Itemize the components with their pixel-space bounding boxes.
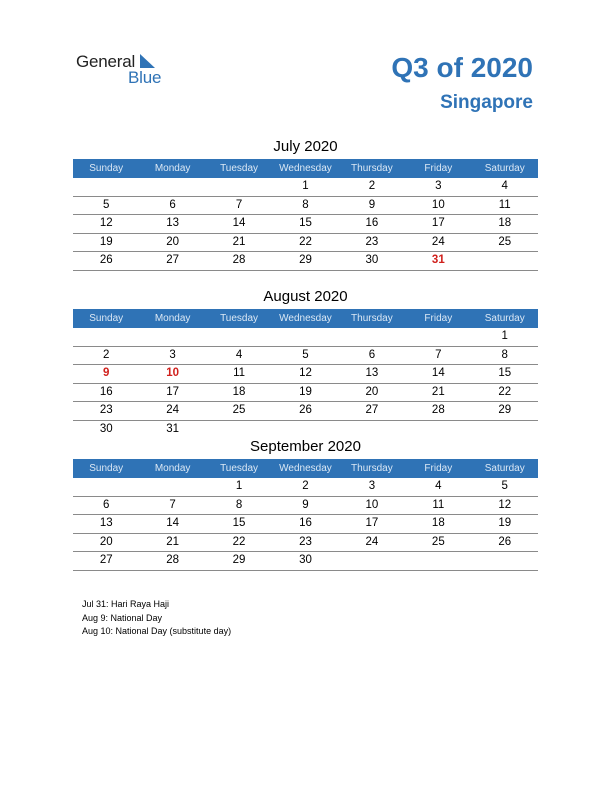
week-row (73, 197, 538, 216)
weekday-label: Wednesday (279, 313, 332, 324)
holiday-note: Jul 31: Hari Raya Haji (82, 599, 170, 609)
holiday-note: Aug 9: National Day (82, 612, 163, 623)
day-cell (405, 552, 471, 570)
day-cell: 18 (431, 517, 445, 529)
week-row (73, 365, 538, 384)
weekday-label: Wednesday (279, 163, 332, 174)
week-row (73, 215, 538, 234)
day-cell: 24 (166, 404, 180, 416)
page-title: Q3 of 2020 (391, 52, 533, 83)
weekday-label: Thursday (351, 463, 393, 474)
weekday-label: Wednesday (279, 463, 332, 474)
day-cell: 5 (302, 348, 309, 361)
day-cell: 17 (166, 385, 180, 398)
day-cell: 17 (365, 517, 379, 529)
day-cell: 20 (99, 535, 113, 548)
weekday-label: Monday (154, 463, 191, 474)
triangle-logo-icon (140, 54, 155, 68)
logo-text-blue: Blue (128, 68, 162, 87)
day-cell: 23 (365, 235, 379, 248)
holiday-notes (82, 598, 231, 639)
weekday-label: Sunday (89, 463, 124, 474)
day-cell (472, 552, 538, 570)
day-cell: 28 (232, 254, 246, 266)
day-cell: 24 (365, 535, 379, 548)
weekday-label: Friday (424, 313, 453, 324)
week-row (73, 234, 538, 253)
day-cell: 29 (299, 254, 312, 266)
day-cell (139, 328, 205, 346)
day-cell: 20 (166, 235, 180, 248)
day-cell: 27 (166, 254, 180, 266)
week-row (73, 347, 538, 366)
day-cell: 23 (99, 404, 113, 416)
weekday-label: Saturday (484, 163, 525, 174)
day-cell: 13 (99, 517, 113, 529)
day-cell: 12 (99, 217, 113, 229)
day-cell: 2 (302, 480, 309, 492)
day-cell: 17 (431, 217, 445, 229)
week-row (73, 478, 538, 497)
weekday-label: Friday (424, 163, 453, 174)
weekday-header (73, 309, 538, 328)
day-cell: 24 (431, 235, 445, 248)
day-cell: 18 (498, 217, 512, 229)
day-cell: 31 (166, 422, 180, 435)
day-cell: 26 (99, 254, 113, 266)
month-title: July 2020 (273, 138, 338, 155)
day-cell: 10 (365, 498, 379, 511)
month-july (73, 137, 538, 271)
day-cell: 30 (299, 554, 312, 566)
day-cell: 7 (235, 198, 243, 211)
day-cell: 21 (166, 535, 180, 548)
day-cell: 16 (299, 517, 312, 529)
day-cell (339, 421, 405, 439)
day-cell: 10 (431, 198, 445, 211)
day-cell: 15 (299, 217, 312, 229)
day-cell: 8 (235, 498, 243, 511)
day-cell: 13 (166, 217, 180, 229)
weekday-label: Sunday (89, 163, 124, 174)
week-row (73, 515, 538, 534)
day-cell: 11 (233, 367, 246, 379)
day-cell: 22 (498, 385, 512, 398)
day-cell: 3 (169, 348, 176, 361)
day-cell: 11 (498, 198, 511, 211)
day-cell: 14 (232, 217, 246, 229)
weekday-label: Saturday (484, 313, 525, 324)
week-row (73, 534, 538, 553)
day-cell: 5 (501, 480, 508, 492)
weekday-label: Thursday (351, 163, 393, 174)
day-cell: 1 (501, 330, 508, 342)
day-cell: 3 (435, 180, 442, 192)
day-cell: 20 (365, 385, 379, 398)
country-subtitle: Singapore (440, 92, 533, 113)
month-title: September 2020 (250, 438, 361, 455)
day-cell: 19 (498, 517, 512, 529)
day-cell: 25 (431, 535, 445, 548)
weekday-label: Friday (424, 463, 453, 474)
day-cell: 22 (232, 535, 246, 548)
day-cell: 15 (498, 367, 512, 379)
week-row (73, 384, 538, 403)
weekday-label: Tuesday (220, 313, 259, 324)
day-cell (472, 421, 538, 439)
day-cell: 1 (302, 180, 309, 192)
day-cell (272, 328, 338, 346)
week-row (73, 252, 538, 271)
weekday-label: Saturday (484, 463, 525, 474)
day-cell: 7 (169, 498, 176, 511)
holiday-note: Aug 10: National Day (substitute day) (82, 626, 232, 636)
day-cell: 2 (368, 180, 376, 192)
day-cell: 3 (368, 480, 376, 492)
day-cell: 8 (302, 198, 309, 211)
day-cell: 12 (299, 367, 312, 379)
day-cell (472, 252, 538, 270)
day-cell: 23 (299, 535, 312, 548)
week-row (73, 421, 538, 439)
day-cell: 15 (232, 517, 246, 529)
day-cell (206, 178, 272, 196)
weekday-label: Monday (154, 163, 191, 174)
week-row (73, 328, 538, 347)
week-row (73, 497, 538, 516)
day-cell: 27 (99, 554, 113, 566)
day-cell: 26 (498, 535, 512, 548)
day-cell: 29 (232, 554, 246, 566)
day-cell (73, 178, 139, 196)
day-cell: 12 (498, 498, 512, 511)
day-cell (339, 328, 405, 346)
day-cell: 1 (235, 480, 243, 492)
month-title: August 2020 (263, 288, 348, 305)
day-cell: 7 (435, 348, 442, 361)
day-cell: 16 (99, 385, 113, 398)
day-cell: 21 (431, 385, 445, 398)
day-cell: 8 (501, 348, 508, 361)
day-cell: 19 (299, 385, 312, 398)
day-cell: 30 (99, 422, 113, 435)
day-cell: 26 (299, 404, 312, 416)
day-cell: 9 (368, 198, 376, 211)
day-cell: 19 (99, 235, 113, 248)
day-cell: 2 (103, 348, 110, 361)
day-cell: 29 (498, 404, 512, 416)
day-cell: 18 (232, 385, 246, 398)
day-cell (206, 421, 272, 439)
day-cell: 30 (365, 254, 379, 266)
day-cell: 28 (166, 554, 180, 566)
day-cell: 31 (431, 254, 445, 266)
day-cell (73, 328, 139, 346)
day-cell (139, 178, 205, 196)
day-cell: 28 (431, 404, 445, 416)
day-cell: 16 (365, 217, 379, 229)
day-cell: 6 (169, 198, 176, 211)
day-cell: 9 (103, 367, 110, 379)
day-cell: 10 (166, 367, 180, 379)
day-cell (206, 328, 272, 346)
day-cell: 9 (302, 498, 309, 511)
day-cell: 4 (501, 180, 508, 192)
day-cell: 5 (103, 198, 110, 211)
weekday-label: Sunday (89, 313, 124, 324)
month-september (73, 437, 538, 571)
week-row (73, 402, 538, 421)
day-cell: 25 (498, 235, 512, 248)
day-cell: 4 (235, 348, 243, 361)
day-cell: 21 (232, 235, 246, 248)
logo-text-general: General (76, 52, 136, 71)
day-cell: 11 (432, 498, 445, 511)
day-cell (73, 478, 139, 496)
day-cell: 27 (365, 404, 379, 416)
day-cell: 6 (368, 348, 376, 361)
day-cell: 6 (103, 498, 110, 511)
weekday-label: Monday (154, 313, 191, 324)
weekday-label: Thursday (351, 313, 393, 324)
day-cell (339, 552, 405, 570)
day-cell (405, 328, 471, 346)
day-cell (272, 421, 338, 439)
weekday-header (73, 159, 538, 178)
day-cell: 4 (435, 480, 442, 492)
day-cell (405, 421, 471, 439)
day-cell: 22 (299, 235, 312, 248)
day-cell: 25 (232, 404, 246, 416)
weekday-label: Tuesday (220, 463, 259, 474)
week-row (73, 552, 538, 571)
day-cell: 14 (166, 517, 180, 529)
day-cell: 14 (431, 367, 445, 379)
day-cell: 13 (365, 367, 379, 379)
month-august (73, 287, 538, 438)
weekday-header (73, 459, 538, 478)
brand-logo (76, 52, 176, 92)
weekday-label: Tuesday (220, 163, 259, 174)
week-row (73, 178, 538, 197)
day-cell (139, 478, 205, 496)
